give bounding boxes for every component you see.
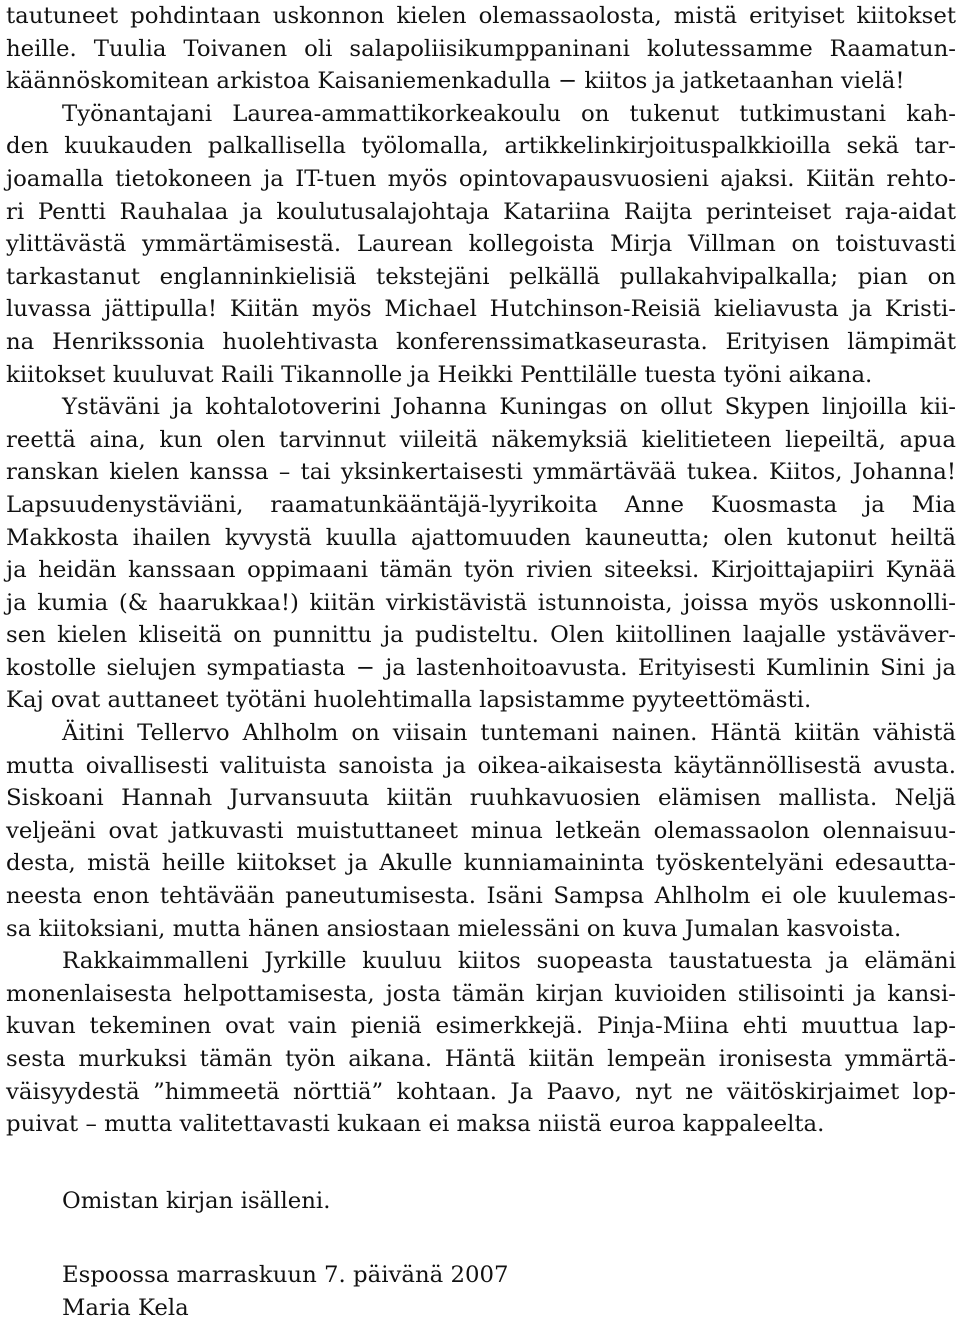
text-line: Kaj ovat auttaneet työtäni huolehtimalla lapsistamme pyyteettömästi. [6, 687, 812, 714]
text-line: Ystäväni ja kohtalotoverini Johanna Kuningas on ollut Skypen linjoilla kii- [62, 394, 956, 421]
text-line: monenlaisesta helpottamisesta, josta tämän kirjan kuvioiden stilisointi ja kansi- [6, 980, 956, 1007]
paragraphs [6, 0, 956, 1141]
text-line: Makkosta ihailen kyvystä kuulla ajattomuuden kauneutta; olen kutonut heiltä [6, 524, 956, 551]
text-line: joamalla tietokoneen ja IT-tuen myös opintovapausvuosieni ajaksi. Kiitän rehto- [6, 165, 956, 192]
text-line: väisyydestä ”himmeetä nörttiä” kohtaan. Ja Paavo, nyt ne väitöskirjaimet lop- [6, 1078, 956, 1105]
text-line: sen kielen kliseitä on punnittu ja pudisteltu. Olen kiitollinen laajalle ystäväver- [6, 622, 956, 649]
text-line: luvassa jättipulla! Kiitän myös Michael Hutchinson-Reisiä kieliavusta ja Kristi- [6, 296, 956, 323]
paragraph [6, 945, 956, 1141]
text-line: na Henrikssonia huolehtivasta konferenssimatkaseurasta. Erityisen lämpimät [6, 328, 956, 355]
spacer [6, 1141, 956, 1185]
text-line: veljeäni ovat jatkuvasti muistuttaneet minua letkeän olemassaolon olennaisuu- [6, 817, 956, 844]
signature-block [6, 1259, 956, 1324]
document-page [6, 0, 956, 1336]
paragraph [6, 391, 956, 717]
text-line: sesta murkuksi tämän työn aikana. Häntä kiitän lempeän ironisesta ymmärtä- [6, 1046, 956, 1072]
text-line: Työnantajani Laurea-ammattikorkeakoulu on tukenut tutkimustani kah- [62, 100, 956, 127]
text-line: Äitini Tellervo Ahlholm on viisain tuntemani nainen. Häntä kiitän vähistä [62, 720, 956, 747]
text-line: ri Pentti Rauhalaa ja koulutusalajohtaja Katariina Raijta perinteiset raja-aidat [6, 198, 956, 225]
signature-place-date: Espoossa marraskuun 7. päivänä 2007 [62, 1262, 509, 1289]
text-line: neesta enon tehtävään paneutumisesta. Isäni Sampsa Ahlholm ei ole kuulemas- [6, 883, 956, 910]
text-line: sa kiitoksiani, mutta hänen ansiostaan mielessäni on kuva Jumalan kasvoista. [6, 915, 902, 942]
signature-name: Maria Kela [62, 1294, 189, 1321]
text-line: heille. Tuulia Toivanen oli salapoliisikumppaninani kolutessamme Raamatun- [6, 35, 956, 62]
text-line: Lapsuudenystäviäni, raamatunkääntäjä-lyyrikoita Anne Kuosmasta ja Mia [6, 491, 956, 518]
text-line: den kuukauden palkallisella työlomalla, artikkelinkirjoituspalkkioilla sekä tar- [6, 133, 956, 160]
text-line: tarkastanut englanninkielisiä tekstejäni pelkällä pullakahvipalkalla; pian on [6, 263, 956, 290]
text-line: kostolle sielujen sympatiasta − ja lastenhoitoavusta. Erityisesti Kumlinin Sini ja [6, 654, 956, 681]
text-line: ja kumia (& haarukkaa!) kiitän virkistävistä istunnoista, joissa myös uskonnolli- [6, 589, 956, 616]
text-line: Siskoani Hannah Jurvansuuta kiitän ruuhkavuosien elämisen mallista. Neljä [6, 785, 956, 812]
text-line: tautuneet pohdintaan uskonnon kielen olemassaolosta, mistä erityiset kiitokset [6, 3, 956, 29]
text-line: ranskan kielen kanssa – tai yksinkertaisesti ymmärtävää tukea. Kiitos, Johanna! [6, 459, 956, 486]
text-line: mutta oivallisesti valituista sanoista ja oikea-aikaisesta käytännöllisestä avusta. [6, 752, 956, 779]
text-line: ja heidän kanssaan oppimaani tämän työn rivien siteeksi. Kirjoittajapiiri Kynää [6, 557, 956, 584]
paragraph [6, 717, 956, 945]
dedication: Omistan kirjan isälleni. [62, 1187, 331, 1214]
text-line: ylittävästä ymmärtämisestä. Laurean kollegoista Mirja Villman on toistuvasti [6, 231, 956, 258]
text-line: reettä aina, kun olen tarvinnut viileitä näkemyksiä kielitieteen liepeiltä, apua [6, 426, 956, 453]
spacer [6, 1217, 956, 1259]
text-line: kuvan tekeminen ovat vain pieniä esimerkkejä. Pinja-Miina ehti muuttua lap- [6, 1013, 956, 1040]
text-line: desta, mistä heille kiitokset ja Akulle kunniamaininta työskentelyäni edesautta- [6, 850, 956, 877]
text-line: Rakkaimmalleni Jyrkille kuuluu kiitos suopeasta taustatuesta ja elämäni [62, 948, 956, 975]
text-line: puivat – mutta valitettavasti kukaan ei maksa niistä euroa kappaleelta. [6, 1111, 825, 1138]
text-line: käännöskomitean arkistoa Kaisaniemenkadulla − kiitos ja jatketaanhan vielä! [6, 68, 905, 95]
paragraph [6, 0, 956, 391]
text-line: kiitokset kuuluvat Raili Tikannolle ja Heikki Penttilälle tuesta työni aikana. [6, 361, 873, 388]
